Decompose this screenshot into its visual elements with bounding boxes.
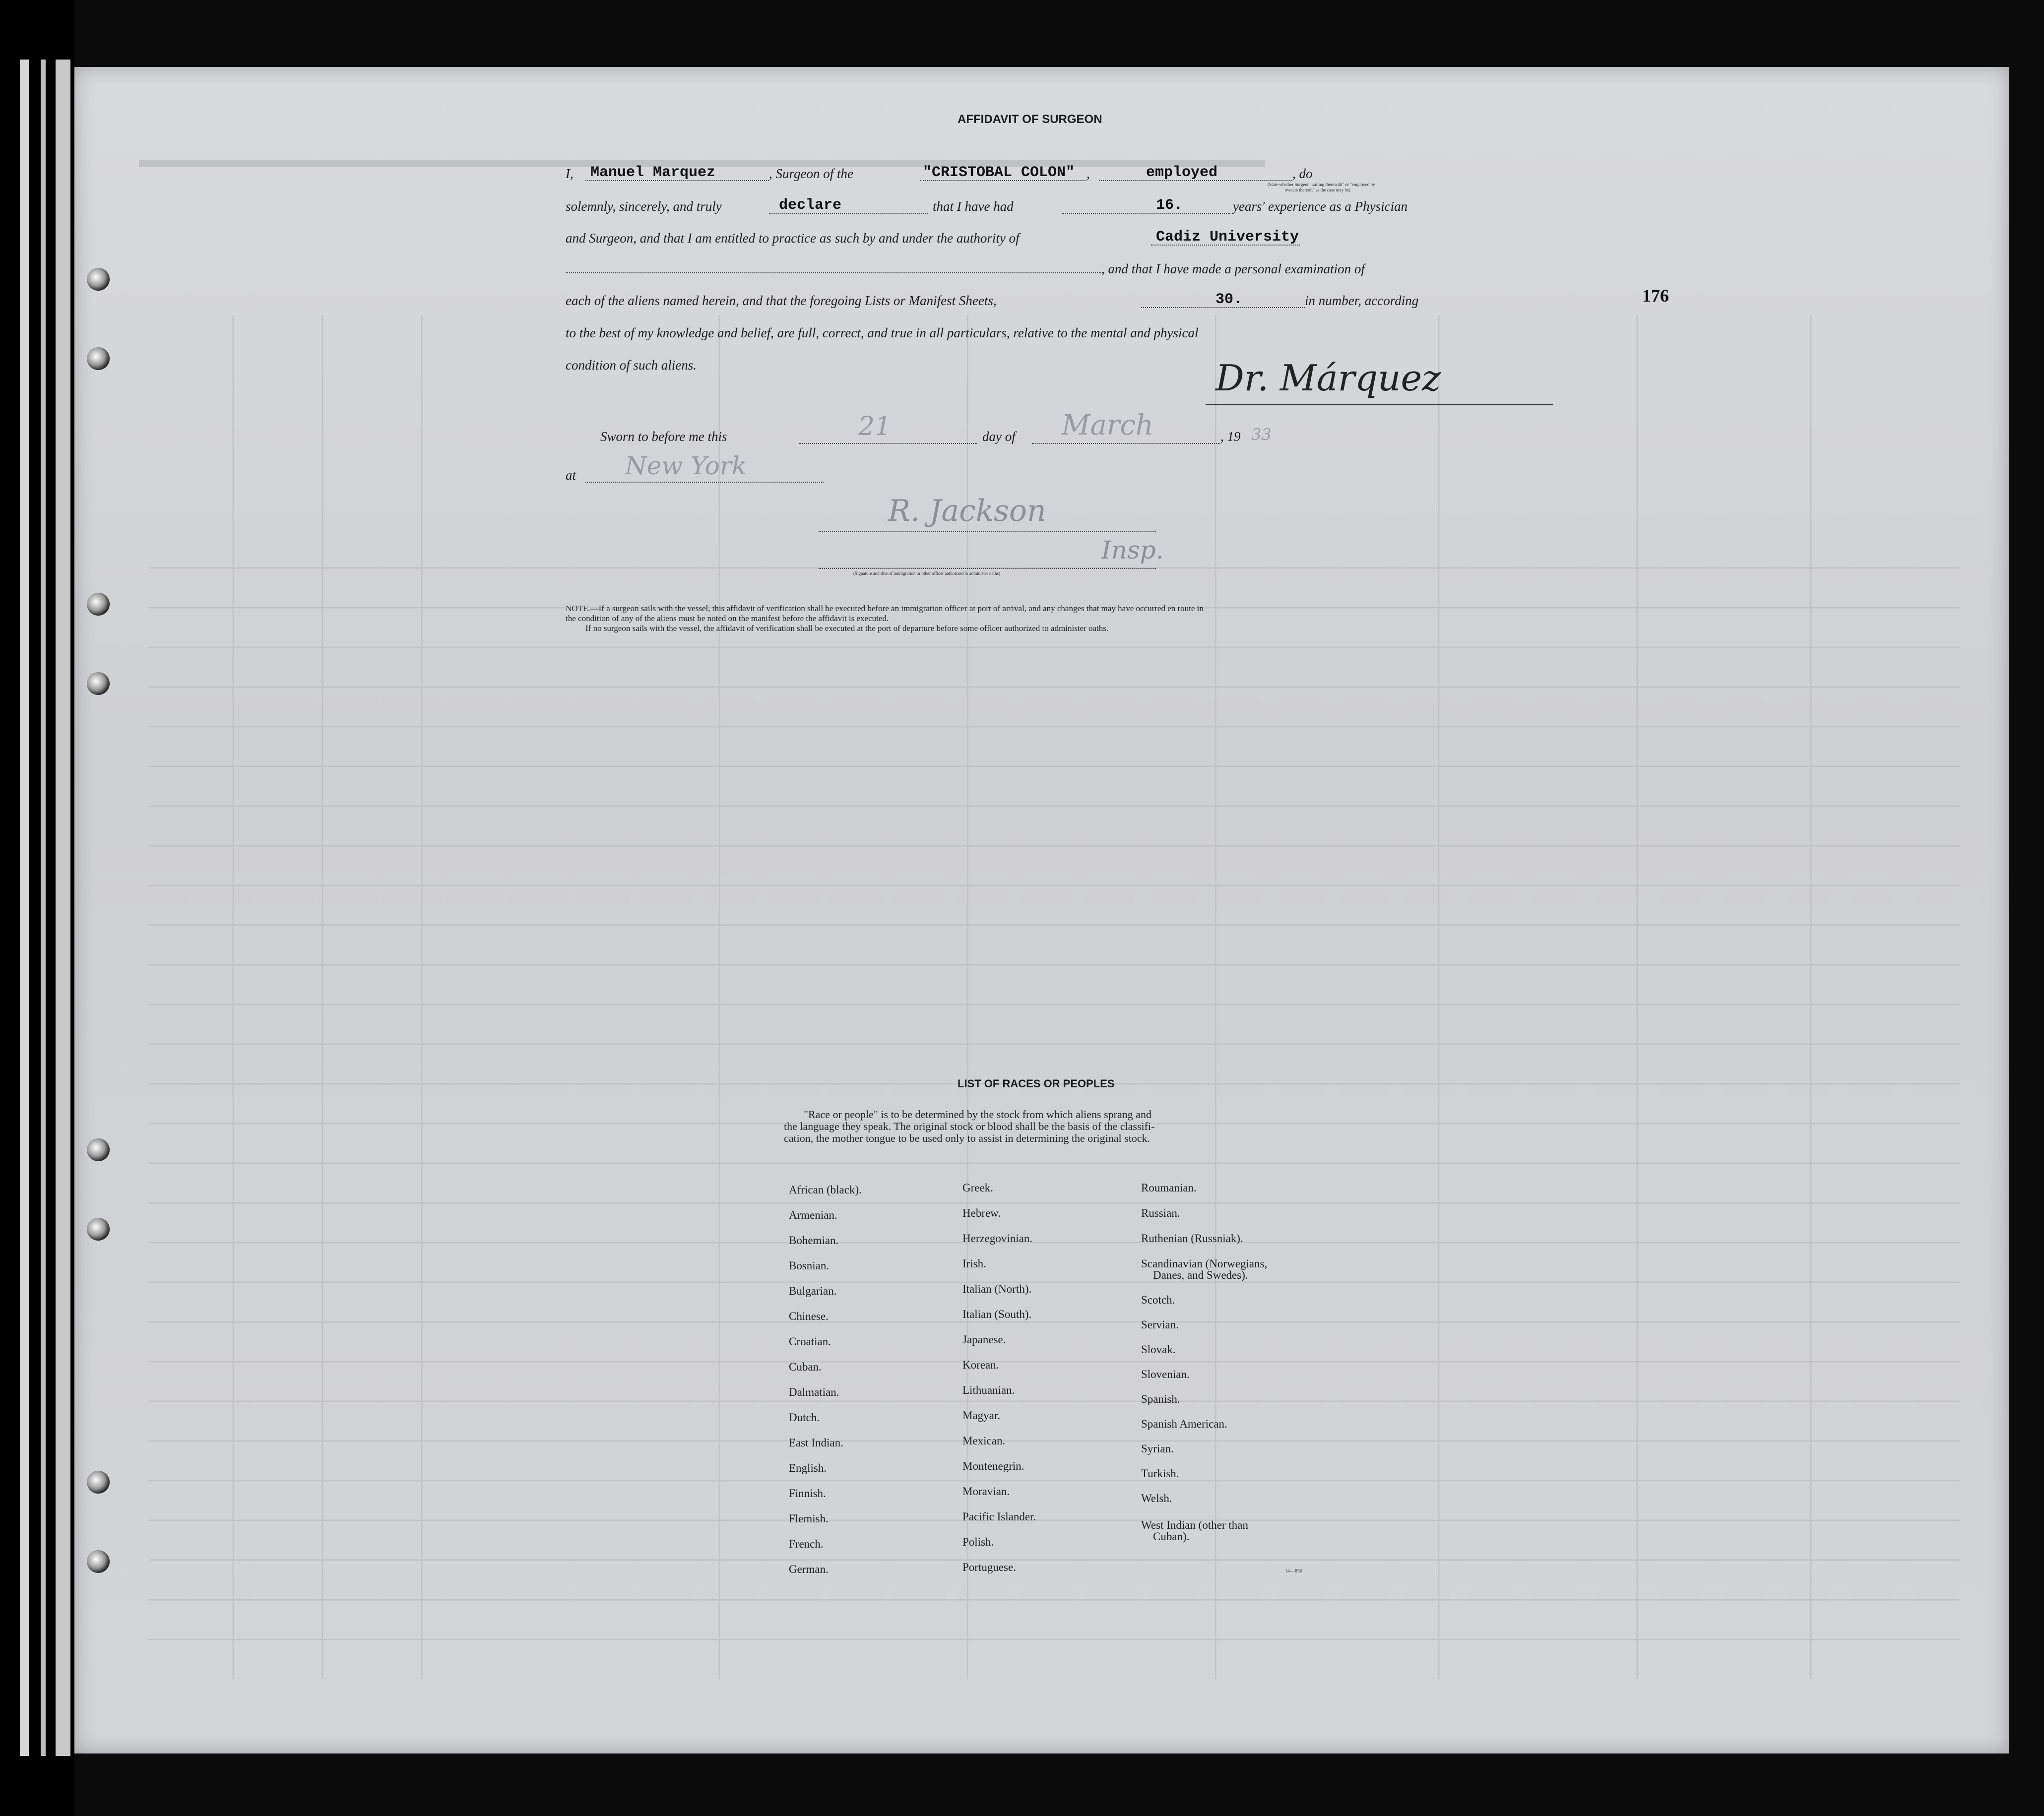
binder-strip (56, 60, 70, 1756)
surgeon-name: Manuel Marquez (590, 164, 716, 181)
race-item: Polish. (962, 1536, 994, 1548)
race-item: Bosnian. (789, 1259, 830, 1272)
signature-line (1206, 404, 1553, 405)
race-item: Herzegovinian. (962, 1232, 1033, 1245)
race-item: Italian (North). (962, 1283, 1032, 1295)
employment-note: owners thereof," as the case may be) (1285, 188, 1350, 192)
race-item: French. (789, 1538, 824, 1550)
employment-status: employed (1146, 164, 1218, 181)
affidavit-note (566, 604, 1204, 633)
race-item: Lithuanian. (962, 1384, 1015, 1396)
affidavit-text: I, (566, 166, 574, 181)
race-item: Finnish. (789, 1487, 826, 1500)
fill-line (1032, 443, 1220, 444)
note-line: the condition of any of the aliens must be noted on the manifest before the affidavit is executed. (566, 614, 889, 623)
race-item: East Indian. (789, 1437, 843, 1449)
race-item: Syrian. (1141, 1442, 1174, 1455)
sworn-month: March (1062, 409, 1153, 441)
race-item: West Indian (other than (1141, 1519, 1248, 1531)
races-title: LIST OF RACES OR PEOPLES (958, 1077, 1115, 1090)
punch-hole (87, 1471, 110, 1494)
affidavit-text: solemnly, sincerely, and truly (566, 199, 722, 214)
race-item: English. (789, 1462, 827, 1474)
race-item: Flemish. (789, 1512, 829, 1525)
fill-line (566, 272, 1101, 273)
affidavit-text: day of (982, 429, 1016, 444)
race-item: Italian (South). (962, 1308, 1032, 1320)
race-item: Hebrew. (962, 1207, 1001, 1219)
binder-edge (0, 0, 74, 1816)
fill-line (1062, 213, 1230, 214)
affidavit-text: and Surgeon, and that I am entitled to practice as such by and under the authority of (566, 231, 1020, 246)
intro-line: "Race or people" is to be determined by the stock from which aliens sprang and (804, 1108, 1151, 1121)
officer-title: Insp. (1101, 536, 1164, 564)
declaration-word: declare (779, 197, 842, 214)
race-item: Portuguese. (962, 1561, 1016, 1573)
race-item: Pacific Islander. (962, 1510, 1036, 1523)
sworn-place: New York (625, 451, 747, 480)
race-item: Magyar. (962, 1409, 1001, 1422)
manifest-page (74, 67, 2009, 1753)
race-item: Roumanian. (1141, 1182, 1197, 1194)
signature-line (819, 531, 1156, 532)
race-item: Irish. (962, 1257, 986, 1270)
officer-signature: R. Jackson (888, 494, 1046, 528)
race-item: Turkish. (1141, 1467, 1179, 1480)
race-item: Ruthenian (Russniak). (1141, 1232, 1243, 1245)
employment-note: (State whether Surgeon "sailing therewith" or "employed by (1268, 182, 1375, 187)
signature-line (819, 568, 1156, 569)
affidavit-text: condition of such aliens. (566, 358, 697, 373)
race-item: Dalmatian. (789, 1386, 839, 1398)
affidavit-text: at (566, 468, 576, 483)
race-item: Dutch. (789, 1411, 820, 1424)
fill-line (585, 482, 824, 483)
note-line: If no surgeon sails with the vessel, the affidavit of verification shall be executed at the port of departure before some officer authorized to administer oaths. (585, 624, 1109, 633)
manifest-sheet-count: 30. (1215, 291, 1243, 308)
affidavit-title: AFFIDAVIT OF SURGEON (958, 113, 1102, 126)
punch-hole (87, 672, 110, 695)
affidavit-text: , Surgeon of the (769, 166, 853, 181)
race-item: Danes, and Swedes). (1153, 1269, 1248, 1281)
race-item: Bulgarian. (789, 1285, 837, 1297)
race-item: Armenian. (789, 1209, 837, 1221)
race-item: Greek. (962, 1182, 993, 1194)
race-item: Scotch. (1141, 1294, 1175, 1306)
page-number: 176 (1642, 286, 1669, 306)
race-item: Welsh. (1141, 1492, 1172, 1504)
binder-strip (41, 60, 46, 1756)
form-code: 14—850 (1285, 1568, 1302, 1574)
intro-line: the language they speak. The original stock or blood shall be the basis of the classifi- (784, 1120, 1155, 1132)
race-item: Servian. (1141, 1318, 1179, 1331)
affidavit-text: , 19 (1220, 429, 1241, 444)
race-item: Chinese. (789, 1310, 829, 1322)
punch-hole (87, 1218, 110, 1241)
punch-hole (87, 268, 110, 291)
years-experience: 16. (1156, 197, 1183, 214)
race-item: Montenegrin. (962, 1460, 1024, 1472)
bleed-through-ruling (74, 67, 2009, 1753)
vessel-name: "CRISTOBAL COLON" (923, 164, 1075, 181)
note-line: NOTE.—If a surgeon sails with the vessel, this affidavit of verification shall be executed before an immigration officer at port of arrival, and any changes that may have occurred en route in (566, 604, 1204, 613)
affidavit-text: years' experience as a Physician (1233, 199, 1408, 214)
affidavit-text: to the best of my knowledge and belief, are full, correct, and true in all particulars, relative to the mental and physical (566, 325, 1199, 340)
race-item: German. (789, 1563, 829, 1575)
race-item: Mexican. (962, 1435, 1006, 1447)
races-intro (784, 1109, 1154, 1144)
affidavit-text: Sworn to before me this (600, 429, 727, 444)
sworn-day: 21 (858, 412, 892, 441)
affidavit-text: in number, according (1305, 293, 1419, 308)
intro-line: cation, the mother tongue to be used only to assist in determining the original stock. (784, 1132, 1150, 1144)
fill-line (799, 443, 977, 444)
affidavit-text: , (1086, 166, 1090, 181)
race-item: Slovak. (1141, 1343, 1176, 1356)
affidavit-text: , and that I have made a personal examination of (1101, 261, 1365, 276)
race-item: African (black). (789, 1184, 862, 1196)
sworn-year: 33 (1251, 425, 1272, 444)
affidavit-text: that I have had (933, 199, 1014, 214)
race-item: Bohemian. (789, 1234, 839, 1247)
race-item: Spanish American. (1141, 1418, 1227, 1430)
punch-hole (87, 1550, 110, 1573)
race-item: Cuban). (1153, 1530, 1190, 1543)
race-item: Russian. (1141, 1207, 1180, 1219)
punch-hole (87, 347, 110, 370)
race-item: Spanish. (1141, 1393, 1180, 1405)
affidavit-text: , do (1292, 166, 1313, 181)
race-item: Moravian. (962, 1485, 1010, 1498)
race-item: Scandinavian (Norwegians, (1141, 1257, 1268, 1270)
race-item: Cuban. (789, 1361, 822, 1373)
binder-strip (20, 60, 29, 1756)
officer-caption: (Signature and title of immigration or other officer authorized to administer oaths) (853, 571, 1000, 576)
surgeon-signature: Dr. Márquez (1215, 357, 1441, 399)
race-item: Croatian. (789, 1335, 831, 1348)
race-item: Slovenian. (1141, 1368, 1190, 1380)
punch-hole (87, 593, 110, 616)
race-item: Japanese. (962, 1333, 1006, 1346)
licensing-authority: Cadiz University (1156, 229, 1299, 246)
race-item: Korean. (962, 1359, 999, 1371)
punch-hole (87, 1138, 110, 1161)
affidavit-text: each of the aliens named herein, and that the foregoing Lists or Manifest Sheets, (566, 293, 997, 308)
